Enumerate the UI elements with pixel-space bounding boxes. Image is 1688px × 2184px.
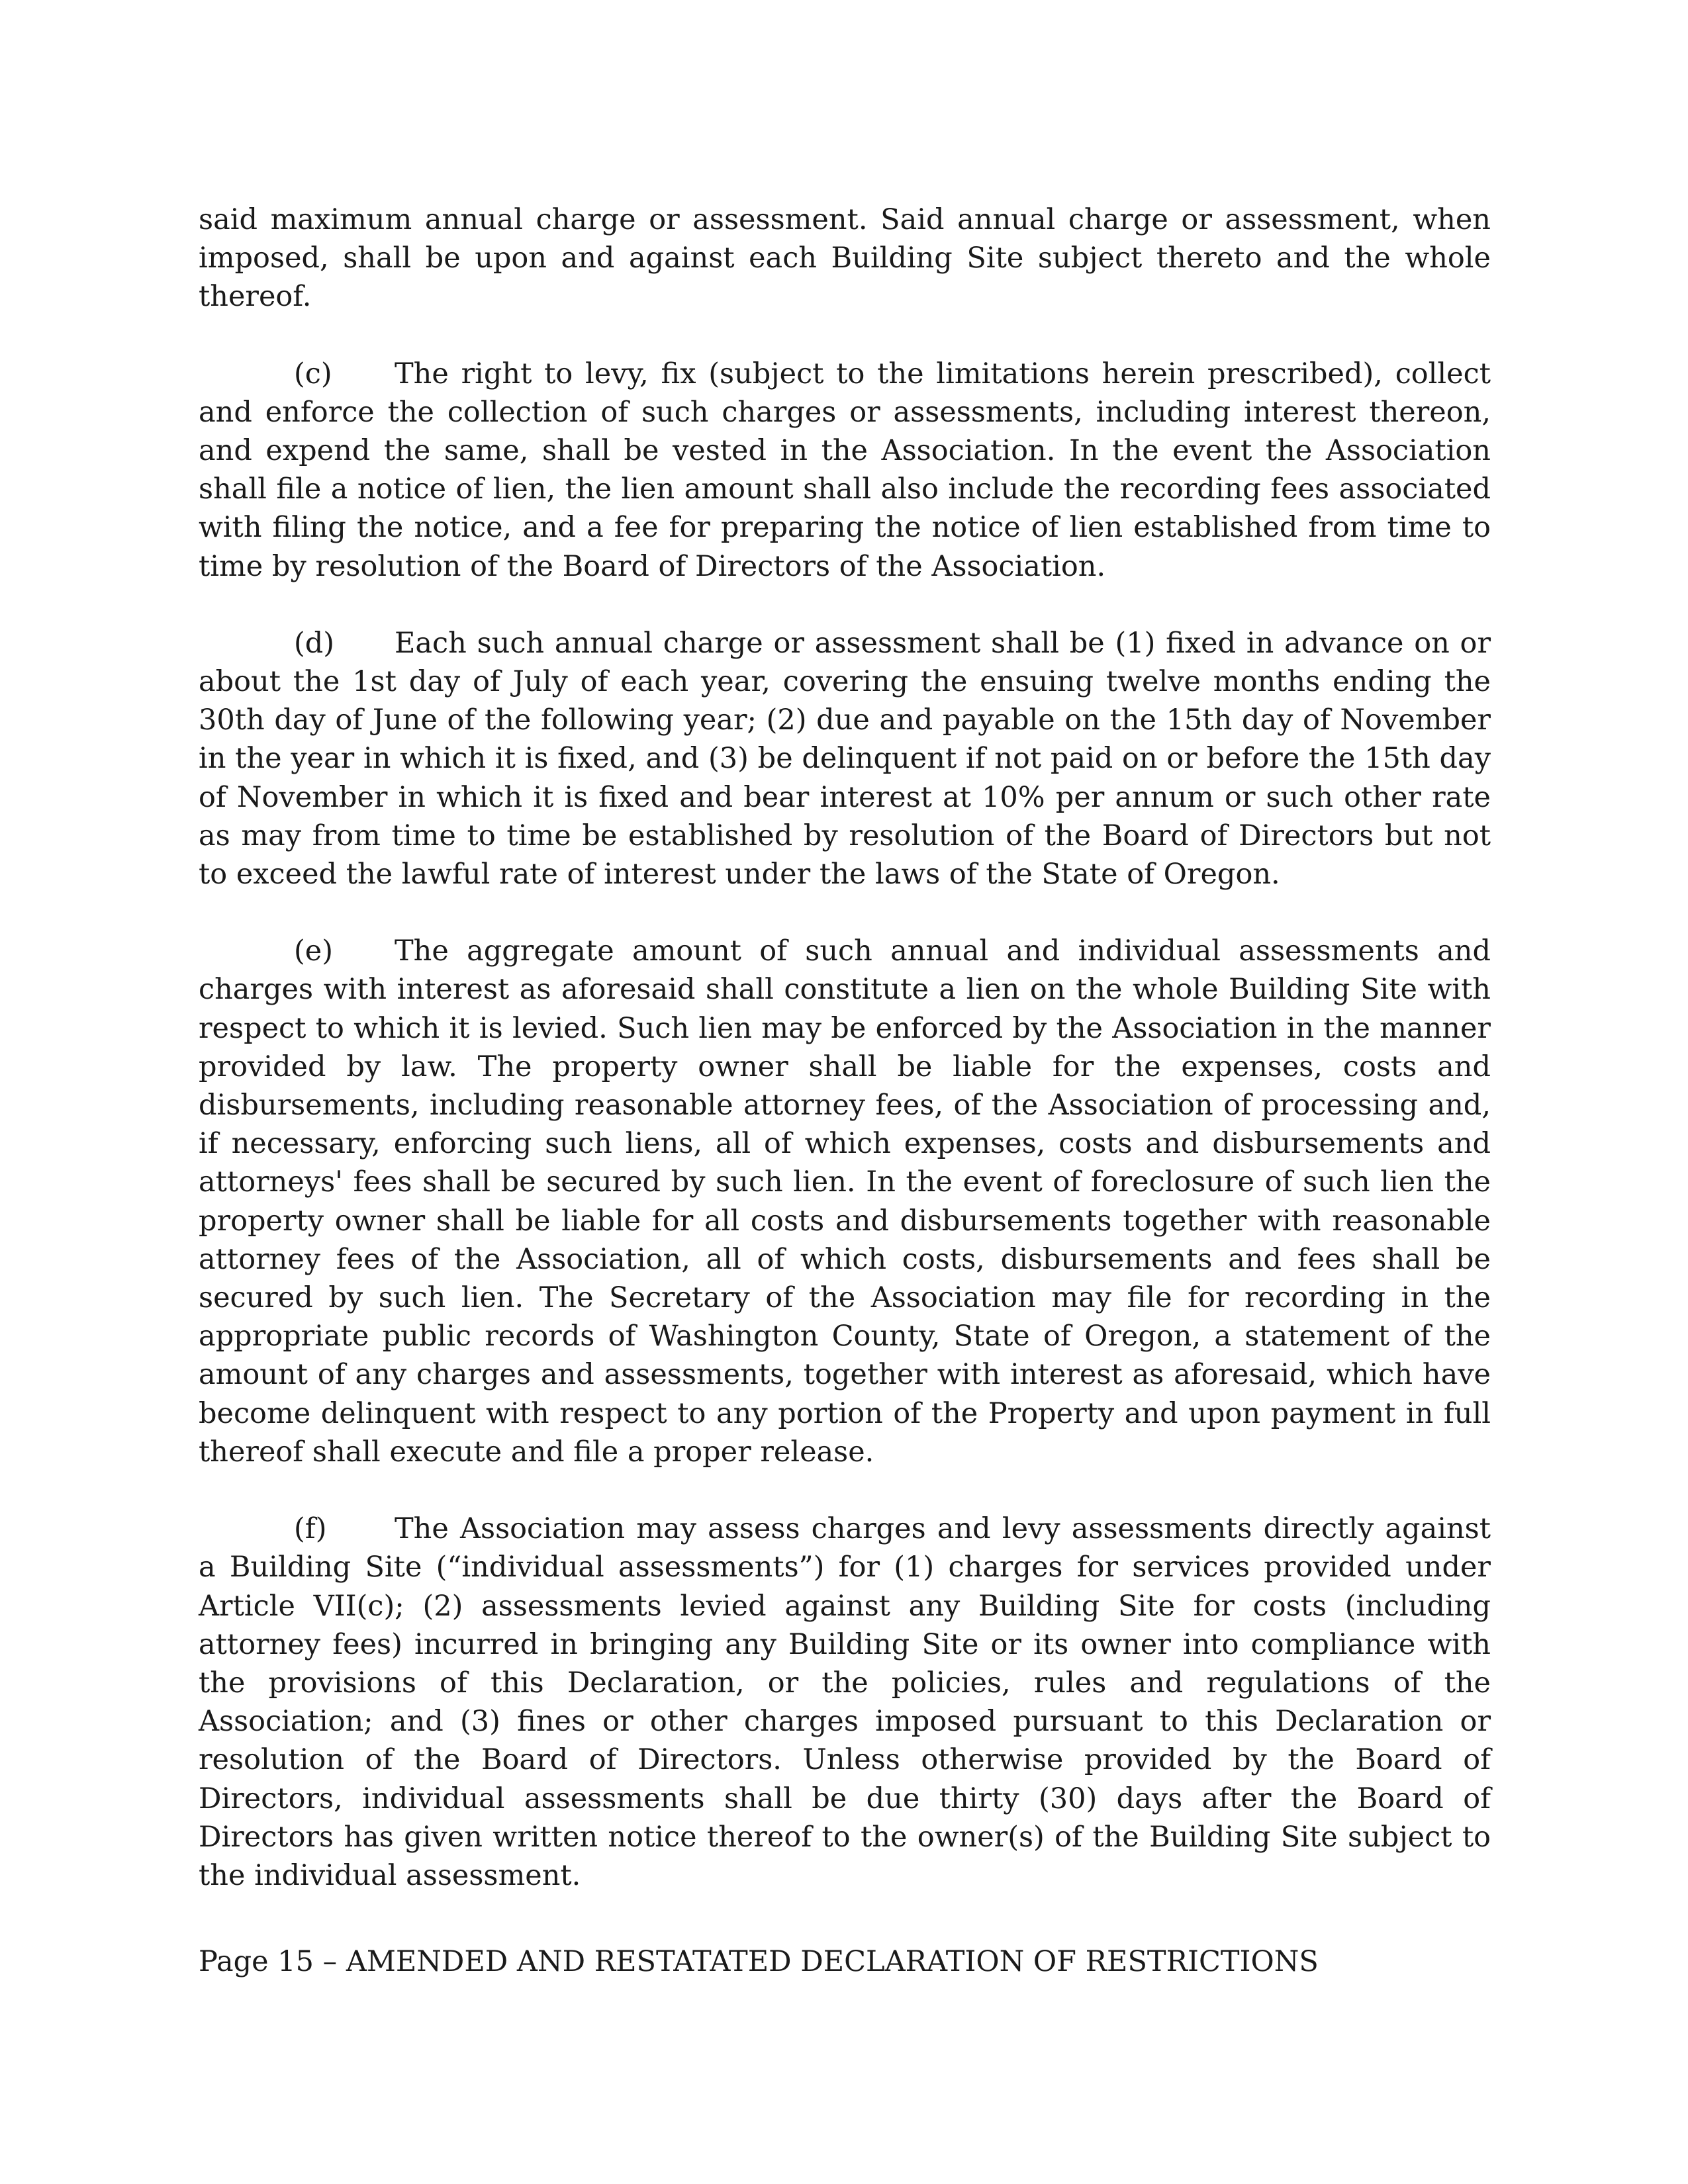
paragraph-label: (f) (294, 1512, 327, 1546)
document-body (199, 201, 1491, 1933)
paragraph-label: (c) (294, 357, 332, 390)
paragraph-c (199, 355, 1491, 586)
paragraph-label: (d) (294, 626, 335, 660)
paragraph-text: The right to levy, fix (subject to the limitations herein prescribed), collect and enforce the collection of such charges or assessments, including interest thereon, and expend the same, shall be vested in the Association. In the event the Association shall file a notice of lien, the lien amount shall also include the recording fees associated with filing the notice, and a fee for preparing the notice of lien established from time to time by resolution of the Board of Directors of the Association. (199, 357, 1491, 583)
paragraph-text: said maximum annual charge or assessment. Said annual charge or assessment, when imposed, shall be upon and against each Building Site subject thereto and the whole thereof. (199, 203, 1491, 314)
paragraph-text: The aggregate amount of such annual and individual assessments and charges with interest as aforesaid shall constitute a lien on the whole Building Site with respect to which it is levied. Such lien may be enforced by the Association in the manner provided by law. The property owner shall be liable for the expenses, costs and disbursements, including reasonable attorney fees, of the Association of processing and, if necessary, enforcing such liens, all of which expenses, costs and disbursements and attorneys' fees shall be secured by such lien. In the event of foreclosure of such lien the property owner shall be liable for all costs and disbursements together with reasonable attorney fees of the Association, all of which costs, disbursements and fees shall be secured by such lien. The Secretary of the Association may file for recording in the appropriate public records of Washington County, State of Oregon, a statement of the amount of any charges and assessments, together with interest as aforesaid, which have become delinquent with respect to any portion of the Property and upon payment in full thereof shall execute and file a proper release. (199, 934, 1491, 1469)
page-footer: Page 15 – AMENDED AND RESTATATED DECLARATION OF RESTRICTIONS (199, 1945, 1319, 1978)
paragraph-d (199, 624, 1491, 893)
paragraph-text: Each such annual charge or assessment shall be (1) fixed in advance on or about the 1st day of July of each year, covering the ensuing twelve months ending the 30th day of June of the following year; (2) due and payable on the 15th day of November in the year in which it is fixed, and (3) be delinquent if not paid on or before the 15th day of November in which it is fixed and bear interest at 10% per annum or such other rate as may from time to time be established by resolution of the Board of Directors but not to exceed the lawful rate of interest under the laws of the State of Oregon. (199, 626, 1491, 891)
paragraph-e (199, 932, 1491, 1471)
paragraph-f (199, 1510, 1491, 1895)
paragraph-text: The Association may assess charges and levy assessments directly against a Building Site (“individual assessments”) for (1) charges for services provided under Article VII(c); (2) assessments levied against any Building Site for costs (including attorney fees) incurred in bringing any Building Site or its owner into compliance with the provisions of this Declaration, or the policies, rules and regulations of the Association; and (3) fines or other charges imposed pursuant to this Declaration or resolution of the Board of Directors. Unless otherwise provided by the Board of Directors, individual assessments shall be due thirty (30) days after the Board of Directors has given written notice thereof to the owner(s) of the Building Site subject to the individual assessment. (199, 1512, 1491, 1892)
paragraph-label: (e) (294, 934, 333, 968)
paragraph-continuation (199, 201, 1491, 316)
